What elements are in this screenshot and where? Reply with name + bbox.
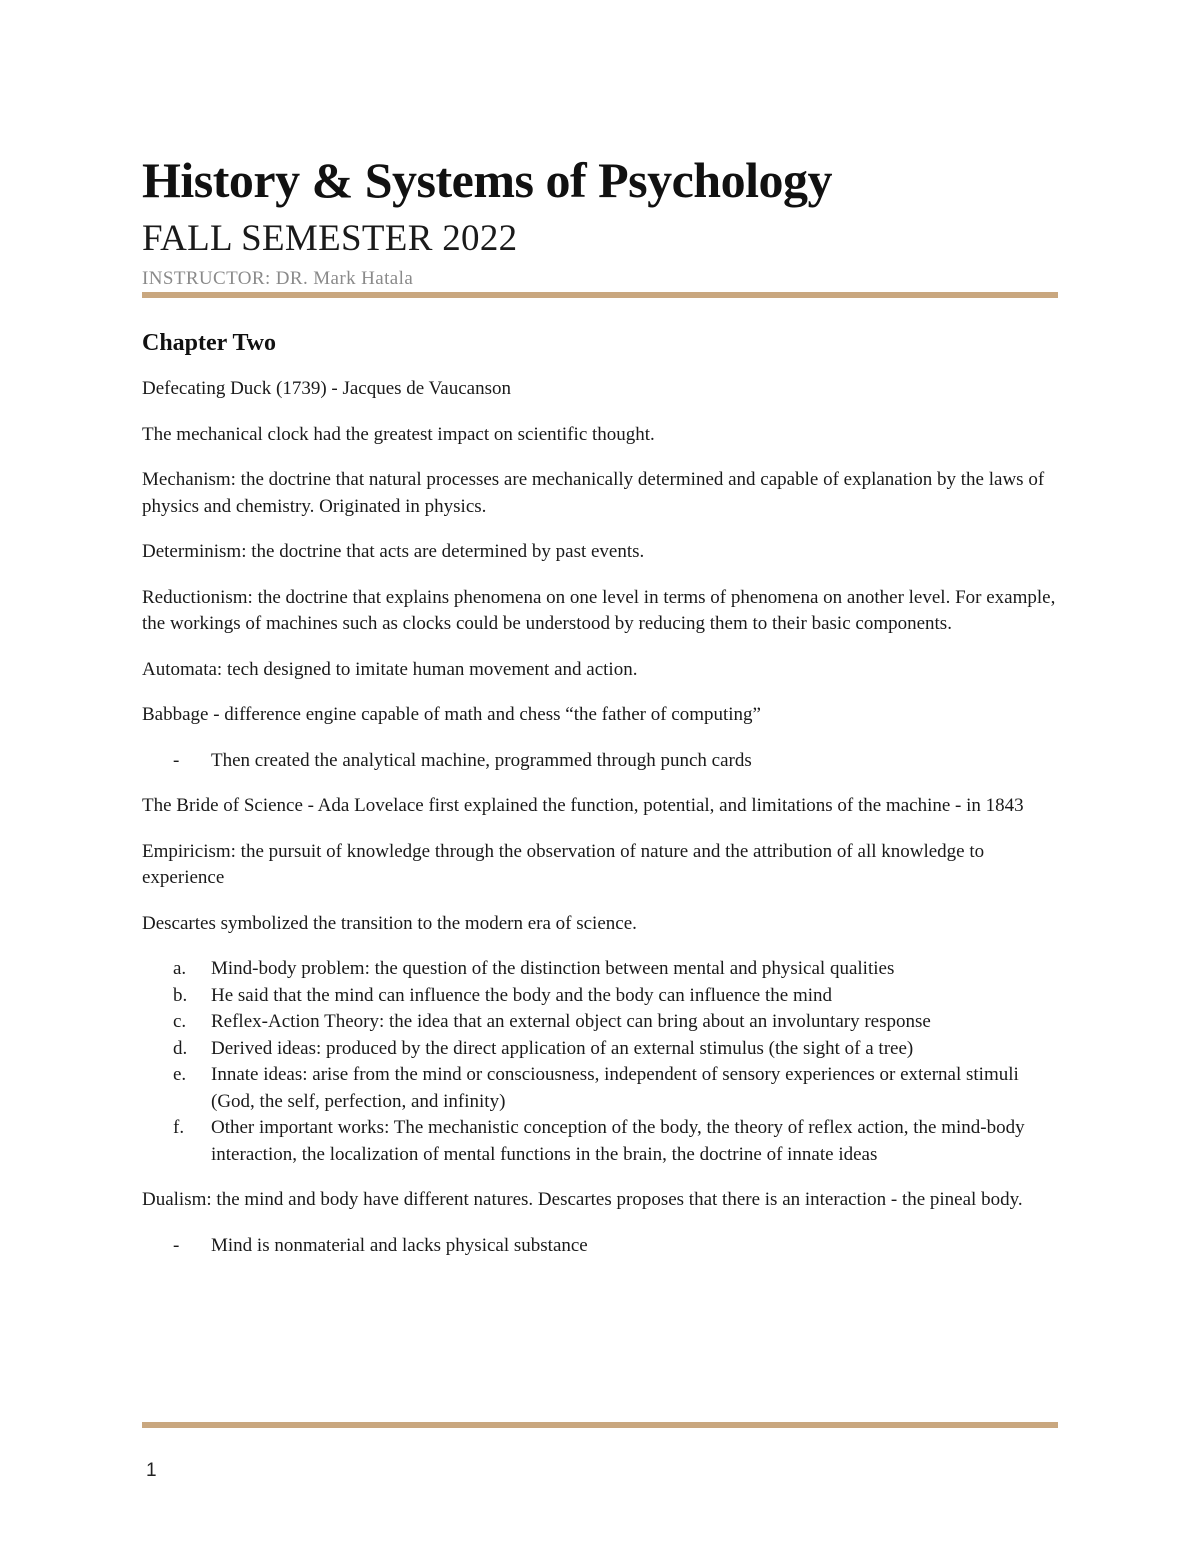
- document-title: History & Systems of Psychology: [142, 152, 832, 208]
- list-marker: a.: [173, 958, 187, 979]
- list-marker: b.: [173, 984, 188, 1006]
- list-item: [142, 1036, 1058, 1063]
- paragraph-reductionism: Reductionism: the doctrine that explains phenomena on one level in terms of phenomena on another level. For example, the workings of machines such as clocks could be understood by reducing them to their basic components.: [142, 586, 1056, 634]
- page-number: 1: [146, 1460, 157, 1481]
- chapter-heading: Chapter Two: [142, 330, 277, 356]
- list-item: [142, 956, 1058, 983]
- dualism-list: [142, 1233, 1058, 1260]
- instructor-label: INSTRUCTOR: DR. Mark Hatala: [142, 268, 414, 289]
- paragraph-defecating-duck: Defecating Duck (1739) - Jacques de Vaucanson: [142, 378, 511, 399]
- list-item-text: Innate ideas: arise from the mind or consciousness, independent of sensory experiences or external stimuli (God, the self, perfection, and infinity): [211, 1064, 1019, 1112]
- list-item: [142, 1233, 1058, 1260]
- list-item-text: Other important works: The mechanistic conception of the body, the theory of reflex action, the mind-body interaction, the localization of mental functions in the brain, the doctrine of innate ideas: [211, 1117, 1025, 1165]
- paragraph-mechanism: Mechanism: the doctrine that natural processes are mechanically determined and capable of explanation by the laws of physics and chemistry. Originated in physics.: [142, 469, 1045, 517]
- list-item-text: Reflex-Action Theory: the idea that an external object can bring about an involuntary response: [211, 1011, 931, 1032]
- list-marker: e.: [173, 1064, 187, 1085]
- list-item: [142, 748, 1058, 775]
- list-marker: -: [173, 1234, 180, 1256]
- footer-divider: [142, 1422, 1058, 1428]
- document-header: [142, 148, 1058, 292]
- list-item: [142, 1009, 1058, 1036]
- list-item-text: Then created the analytical machine, programmed through punch cards: [211, 749, 752, 771]
- paragraph-dualism: Dualism: the mind and body have different natures. Descartes proposes that there is an interaction - the pineal body.: [142, 1189, 1023, 1210]
- list-item-text: Mind-body problem: the question of the distinction between mental and physical qualities: [211, 958, 895, 979]
- list-item-text: Mind is nonmaterial and lacks physical substance: [211, 1234, 588, 1256]
- descartes-list: [142, 956, 1058, 1168]
- paragraph-babbage: Babbage - difference engine capable of math and chess “the father of computing”: [142, 704, 761, 725]
- paragraph-bride-of-science: The Bride of Science - Ada Lovelace first explained the function, potential, and limitations of the machine - in 1843: [142, 795, 1024, 816]
- header-divider: [142, 292, 1058, 298]
- list-marker: d.: [173, 1037, 188, 1059]
- paragraph-empiricism: Empiricism: the pursuit of knowledge through the observation of nature and the attribution of all knowledge to experience: [142, 840, 985, 888]
- semester-label: FALL SEMESTER 2022: [142, 218, 518, 259]
- list-item: [142, 1115, 1058, 1168]
- list-item-text: Derived ideas: produced by the direct application of an external stimulus (the sight of a tree): [211, 1037, 914, 1059]
- babbage-list: [142, 748, 1058, 775]
- list-marker: c.: [173, 1011, 187, 1032]
- list-item-text: He said that the mind can influence the body and the body can influence the mind: [211, 984, 832, 1006]
- paragraph-mechanical-clock: The mechanical clock had the greatest impact on scientific thought.: [142, 423, 655, 445]
- paragraph-descartes: Descartes symbolized the transition to the modern era of science.: [142, 912, 637, 934]
- document-body: [142, 326, 1058, 1278]
- list-marker: -: [173, 749, 180, 771]
- list-item: [142, 983, 1058, 1010]
- list-marker: f.: [173, 1117, 185, 1138]
- paragraph-automata: Automata: tech designed to imitate human movement and action.: [142, 658, 638, 680]
- list-item: [142, 1062, 1058, 1115]
- paragraph-determinism: Determinism: the doctrine that acts are determined by past events.: [142, 541, 645, 562]
